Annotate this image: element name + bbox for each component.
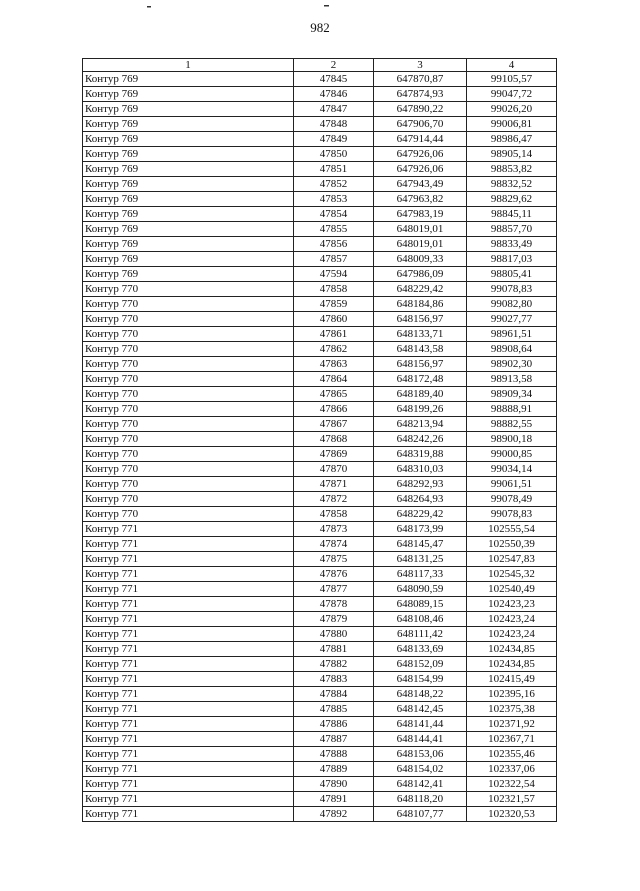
point-number-cell: 47874 <box>294 537 374 552</box>
contour-name-cell: Контур 771 <box>83 672 294 687</box>
x-coordinate-cell: 648133,69 <box>374 642 467 657</box>
contour-name-cell: Контур 770 <box>83 507 294 522</box>
x-coordinate-cell: 647926,06 <box>374 162 467 177</box>
table-row <box>83 432 557 447</box>
point-number-cell: 47886 <box>294 717 374 732</box>
table-row <box>83 747 557 762</box>
y-coordinate-cell: 98817,03 <box>467 252 557 267</box>
table-row <box>83 762 557 777</box>
scan-speck <box>147 6 151 8</box>
table-row <box>83 612 557 627</box>
point-number-cell: 47846 <box>294 87 374 102</box>
page-number: 982 <box>310 20 330 35</box>
contour-name-cell: Контур 771 <box>83 657 294 672</box>
contour-name-cell: Контур 769 <box>83 207 294 222</box>
x-coordinate-cell: 648199,26 <box>374 402 467 417</box>
y-coordinate-cell: 102337,06 <box>467 762 557 777</box>
y-coordinate-cell: 98986,47 <box>467 132 557 147</box>
point-number-cell: 47892 <box>294 807 374 822</box>
contour-name-cell: Контур 769 <box>83 237 294 252</box>
table-row <box>83 282 557 297</box>
table-row <box>83 582 557 597</box>
table-row <box>83 777 557 792</box>
point-number-cell: 47860 <box>294 312 374 327</box>
x-coordinate-cell: 648143,58 <box>374 342 467 357</box>
contour-name-cell: Контур 769 <box>83 102 294 117</box>
y-coordinate-cell: 99027,77 <box>467 312 557 327</box>
point-number-cell: 47880 <box>294 627 374 642</box>
y-coordinate-cell: 102395,16 <box>467 687 557 702</box>
contour-name-cell: Контур 771 <box>83 792 294 807</box>
y-coordinate-cell: 98833,49 <box>467 237 557 252</box>
x-coordinate-cell: 648117,33 <box>374 567 467 582</box>
point-number-cell: 47853 <box>294 192 374 207</box>
contour-name-cell: Контур 771 <box>83 642 294 657</box>
y-coordinate-cell: 99082,80 <box>467 297 557 312</box>
point-number-cell: 47859 <box>294 297 374 312</box>
x-coordinate-cell: 648189,40 <box>374 387 467 402</box>
point-number-cell: 47873 <box>294 522 374 537</box>
contour-name-cell: Контур 770 <box>83 417 294 432</box>
point-number-cell: 47878 <box>294 597 374 612</box>
table-row <box>83 462 557 477</box>
y-coordinate-cell: 98845,11 <box>467 207 557 222</box>
table-row <box>83 192 557 207</box>
x-coordinate-cell: 648154,99 <box>374 672 467 687</box>
table-row <box>83 267 557 282</box>
y-coordinate-cell: 99034,14 <box>467 462 557 477</box>
y-coordinate-cell: 99105,57 <box>467 72 557 87</box>
table-row <box>83 132 557 147</box>
table-row <box>83 252 557 267</box>
point-number-cell: 47851 <box>294 162 374 177</box>
y-coordinate-cell: 99000,85 <box>467 447 557 462</box>
point-number-cell: 47845 <box>294 72 374 87</box>
point-number-cell: 47884 <box>294 687 374 702</box>
y-coordinate-cell: 99047,72 <box>467 87 557 102</box>
point-number-cell: 47872 <box>294 492 374 507</box>
x-coordinate-cell: 648141,44 <box>374 717 467 732</box>
y-coordinate-cell: 102375,38 <box>467 702 557 717</box>
x-coordinate-cell: 647914,44 <box>374 132 467 147</box>
y-coordinate-cell: 98905,14 <box>467 147 557 162</box>
y-coordinate-cell: 102545,32 <box>467 567 557 582</box>
contour-name-cell: Контур 770 <box>83 342 294 357</box>
contour-name-cell: Контур 771 <box>83 807 294 822</box>
x-coordinate-cell: 647986,09 <box>374 267 467 282</box>
y-coordinate-cell: 98829,62 <box>467 192 557 207</box>
x-coordinate-cell: 648019,01 <box>374 237 467 252</box>
y-coordinate-cell: 102423,24 <box>467 627 557 642</box>
point-number-cell: 47885 <box>294 702 374 717</box>
point-number-cell: 47883 <box>294 672 374 687</box>
point-number-cell: 47876 <box>294 567 374 582</box>
table-body <box>83 72 557 822</box>
x-coordinate-cell: 648142,45 <box>374 702 467 717</box>
x-coordinate-cell: 648292,93 <box>374 477 467 492</box>
point-number-cell: 47882 <box>294 657 374 672</box>
x-coordinate-cell: 647983,19 <box>374 207 467 222</box>
contour-name-cell: Контур 771 <box>83 597 294 612</box>
table-row <box>83 87 557 102</box>
point-number-cell: 47857 <box>294 252 374 267</box>
point-number-cell: 47868 <box>294 432 374 447</box>
table-row <box>83 342 557 357</box>
y-coordinate-cell: 102367,71 <box>467 732 557 747</box>
x-coordinate-cell: 648019,01 <box>374 222 467 237</box>
y-coordinate-cell: 102434,85 <box>467 642 557 657</box>
header-row <box>83 59 557 72</box>
table-row <box>83 477 557 492</box>
x-coordinate-cell: 648319,88 <box>374 447 467 462</box>
x-coordinate-cell: 648156,97 <box>374 312 467 327</box>
y-coordinate-cell: 98961,51 <box>467 327 557 342</box>
x-coordinate-cell: 647926,06 <box>374 147 467 162</box>
x-coordinate-cell: 648264,93 <box>374 492 467 507</box>
y-coordinate-cell: 98913,58 <box>467 372 557 387</box>
y-coordinate-cell: 99061,51 <box>467 477 557 492</box>
x-coordinate-cell: 648131,25 <box>374 552 467 567</box>
contour-name-cell: Контур 770 <box>83 462 294 477</box>
x-coordinate-cell: 647890,22 <box>374 102 467 117</box>
x-coordinate-cell: 648009,33 <box>374 252 467 267</box>
contour-name-cell: Контур 769 <box>83 162 294 177</box>
x-coordinate-cell: 648089,15 <box>374 597 467 612</box>
x-coordinate-cell: 647874,93 <box>374 87 467 102</box>
y-coordinate-cell: 98902,30 <box>467 357 557 372</box>
table-row <box>83 507 557 522</box>
table-row <box>83 597 557 612</box>
y-coordinate-cell: 98888,91 <box>467 402 557 417</box>
contour-name-cell: Контур 769 <box>83 252 294 267</box>
table-row <box>83 357 557 372</box>
table-row <box>83 402 557 417</box>
point-number-cell: 47848 <box>294 117 374 132</box>
point-number-cell: 47875 <box>294 552 374 567</box>
y-coordinate-cell: 99078,83 <box>467 507 557 522</box>
y-coordinate-cell: 102434,85 <box>467 657 557 672</box>
point-number-cell: 47881 <box>294 642 374 657</box>
x-coordinate-cell: 648229,42 <box>374 507 467 522</box>
point-number-cell: 47891 <box>294 792 374 807</box>
contour-name-cell: Контур 770 <box>83 312 294 327</box>
x-coordinate-cell: 648145,47 <box>374 537 467 552</box>
contour-name-cell: Контур 769 <box>83 147 294 162</box>
point-number-cell: 47871 <box>294 477 374 492</box>
contour-name-cell: Контур 769 <box>83 72 294 87</box>
point-number-cell: 47862 <box>294 342 374 357</box>
point-number-cell: 47847 <box>294 102 374 117</box>
point-number-cell: 47889 <box>294 762 374 777</box>
table-row <box>83 417 557 432</box>
point-number-cell: 47849 <box>294 132 374 147</box>
x-coordinate-cell: 648229,42 <box>374 282 467 297</box>
header-col-4: 4 <box>467 59 557 72</box>
contour-name-cell: Контур 771 <box>83 552 294 567</box>
table-row <box>83 117 557 132</box>
y-coordinate-cell: 99078,83 <box>467 282 557 297</box>
contour-name-cell: Контур 770 <box>83 282 294 297</box>
x-coordinate-cell: 647906,70 <box>374 117 467 132</box>
x-coordinate-cell: 648156,97 <box>374 357 467 372</box>
table-row <box>83 687 557 702</box>
table-row <box>83 162 557 177</box>
contour-name-cell: Контур 769 <box>83 192 294 207</box>
contour-name-cell: Контур 770 <box>83 477 294 492</box>
point-number-cell: 47861 <box>294 327 374 342</box>
y-coordinate-cell: 102555,54 <box>467 522 557 537</box>
y-coordinate-cell: 98857,70 <box>467 222 557 237</box>
y-coordinate-cell: 99006,81 <box>467 117 557 132</box>
table-row <box>83 312 557 327</box>
y-coordinate-cell: 102547,83 <box>467 552 557 567</box>
contour-name-cell: Контур 769 <box>83 117 294 132</box>
contour-name-cell: Контур 770 <box>83 327 294 342</box>
y-coordinate-cell: 102423,24 <box>467 612 557 627</box>
header-col-1: 1 <box>83 59 294 72</box>
y-coordinate-cell: 98853,82 <box>467 162 557 177</box>
table-row <box>83 492 557 507</box>
contour-name-cell: Контур 769 <box>83 177 294 192</box>
x-coordinate-cell: 648090,59 <box>374 582 467 597</box>
table-row <box>83 72 557 87</box>
contour-name-cell: Контур 771 <box>83 612 294 627</box>
table-row <box>83 732 557 747</box>
y-coordinate-cell: 98882,55 <box>467 417 557 432</box>
table-header <box>83 59 557 72</box>
point-number-cell: 47594 <box>294 267 374 282</box>
point-number-cell: 47890 <box>294 777 374 792</box>
table-row <box>83 702 557 717</box>
table-row <box>83 102 557 117</box>
point-number-cell: 47858 <box>294 507 374 522</box>
x-coordinate-cell: 647943,49 <box>374 177 467 192</box>
x-coordinate-cell: 648148,22 <box>374 687 467 702</box>
table-row <box>83 567 557 582</box>
point-number-cell: 47888 <box>294 747 374 762</box>
scan-speck <box>324 5 329 7</box>
table-row <box>83 672 557 687</box>
point-number-cell: 47869 <box>294 447 374 462</box>
table-row <box>83 717 557 732</box>
contour-name-cell: Контур 770 <box>83 357 294 372</box>
x-coordinate-cell: 648111,42 <box>374 627 467 642</box>
table-row <box>83 447 557 462</box>
x-coordinate-cell: 648153,06 <box>374 747 467 762</box>
x-coordinate-cell: 648152,09 <box>374 657 467 672</box>
contour-name-cell: Контур 771 <box>83 687 294 702</box>
y-coordinate-cell: 102550,39 <box>467 537 557 552</box>
table-row <box>83 387 557 402</box>
x-coordinate-cell: 648108,46 <box>374 612 467 627</box>
y-coordinate-cell: 102322,54 <box>467 777 557 792</box>
y-coordinate-cell: 98805,41 <box>467 267 557 282</box>
point-number-cell: 47877 <box>294 582 374 597</box>
contour-name-cell: Контур 771 <box>83 717 294 732</box>
table-row <box>83 642 557 657</box>
y-coordinate-cell: 99078,49 <box>467 492 557 507</box>
table-row <box>83 207 557 222</box>
contour-name-cell: Контур 770 <box>83 432 294 447</box>
x-coordinate-cell: 648213,94 <box>374 417 467 432</box>
table-row <box>83 372 557 387</box>
x-coordinate-cell: 648144,41 <box>374 732 467 747</box>
y-coordinate-cell: 102321,57 <box>467 792 557 807</box>
point-number-cell: 47887 <box>294 732 374 747</box>
y-coordinate-cell: 98832,52 <box>467 177 557 192</box>
x-coordinate-cell: 648173,99 <box>374 522 467 537</box>
contour-name-cell: Контур 771 <box>83 537 294 552</box>
header-col-2: 2 <box>294 59 374 72</box>
contour-name-cell: Контур 770 <box>83 372 294 387</box>
point-number-cell: 47879 <box>294 612 374 627</box>
x-coordinate-cell: 648107,77 <box>374 807 467 822</box>
y-coordinate-cell: 102540,49 <box>467 582 557 597</box>
contour-name-cell: Контур 771 <box>83 582 294 597</box>
y-coordinate-cell: 98908,64 <box>467 342 557 357</box>
table-row <box>83 627 557 642</box>
point-number-cell: 47863 <box>294 357 374 372</box>
y-coordinate-cell: 98900,18 <box>467 432 557 447</box>
contour-name-cell: Контур 770 <box>83 387 294 402</box>
point-number-cell: 47856 <box>294 237 374 252</box>
point-number-cell: 47866 <box>294 402 374 417</box>
x-coordinate-cell: 648118,20 <box>374 792 467 807</box>
contour-name-cell: Контур 771 <box>83 762 294 777</box>
contour-name-cell: Контур 770 <box>83 447 294 462</box>
x-coordinate-cell: 648133,71 <box>374 327 467 342</box>
contour-name-cell: Контур 769 <box>83 132 294 147</box>
y-coordinate-cell: 102355,46 <box>467 747 557 762</box>
contour-name-cell: Контур 769 <box>83 267 294 282</box>
table-row <box>83 147 557 162</box>
table-row <box>83 222 557 237</box>
table-row <box>83 327 557 342</box>
contour-name-cell: Контур 769 <box>83 87 294 102</box>
x-coordinate-cell: 648242,26 <box>374 432 467 447</box>
table-row <box>83 552 557 567</box>
table-row <box>83 237 557 252</box>
y-coordinate-cell: 102371,92 <box>467 717 557 732</box>
contour-name-cell: Контур 771 <box>83 702 294 717</box>
point-number-cell: 47852 <box>294 177 374 192</box>
point-number-cell: 47870 <box>294 462 374 477</box>
x-coordinate-cell: 648154,02 <box>374 762 467 777</box>
y-coordinate-cell: 102320,53 <box>467 807 557 822</box>
x-coordinate-cell: 648184,86 <box>374 297 467 312</box>
y-coordinate-cell: 98909,34 <box>467 387 557 402</box>
header-col-3: 3 <box>374 59 467 72</box>
scan-specks <box>0 0 640 20</box>
x-coordinate-cell: 648310,03 <box>374 462 467 477</box>
contour-name-cell: Контур 771 <box>83 777 294 792</box>
contour-name-cell: Контур 769 <box>83 222 294 237</box>
contour-name-cell: Контур 771 <box>83 627 294 642</box>
table-row <box>83 297 557 312</box>
coordinates-table <box>82 58 557 822</box>
point-number-cell: 47864 <box>294 372 374 387</box>
point-number-cell: 47850 <box>294 147 374 162</box>
table-row <box>83 537 557 552</box>
point-number-cell: 47865 <box>294 387 374 402</box>
table-row <box>83 177 557 192</box>
y-coordinate-cell: 102423,23 <box>467 597 557 612</box>
table-row <box>83 522 557 537</box>
contour-name-cell: Контур 770 <box>83 492 294 507</box>
contour-name-cell: Контур 771 <box>83 522 294 537</box>
table-row <box>83 657 557 672</box>
x-coordinate-cell: 647870,87 <box>374 72 467 87</box>
y-coordinate-cell: 99026,20 <box>467 102 557 117</box>
y-coordinate-cell: 102415,49 <box>467 672 557 687</box>
table-row <box>83 807 557 822</box>
contour-name-cell: Контур 770 <box>83 402 294 417</box>
contour-name-cell: Контур 770 <box>83 297 294 312</box>
point-number-cell: 47854 <box>294 207 374 222</box>
x-coordinate-cell: 647963,82 <box>374 192 467 207</box>
contour-name-cell: Контур 771 <box>83 747 294 762</box>
point-number-cell: 47855 <box>294 222 374 237</box>
point-number-cell: 47858 <box>294 282 374 297</box>
x-coordinate-cell: 648142,41 <box>374 777 467 792</box>
point-number-cell: 47867 <box>294 417 374 432</box>
contour-name-cell: Контур 771 <box>83 732 294 747</box>
table-row <box>83 792 557 807</box>
contour-name-cell: Контур 771 <box>83 567 294 582</box>
x-coordinate-cell: 648172,48 <box>374 372 467 387</box>
